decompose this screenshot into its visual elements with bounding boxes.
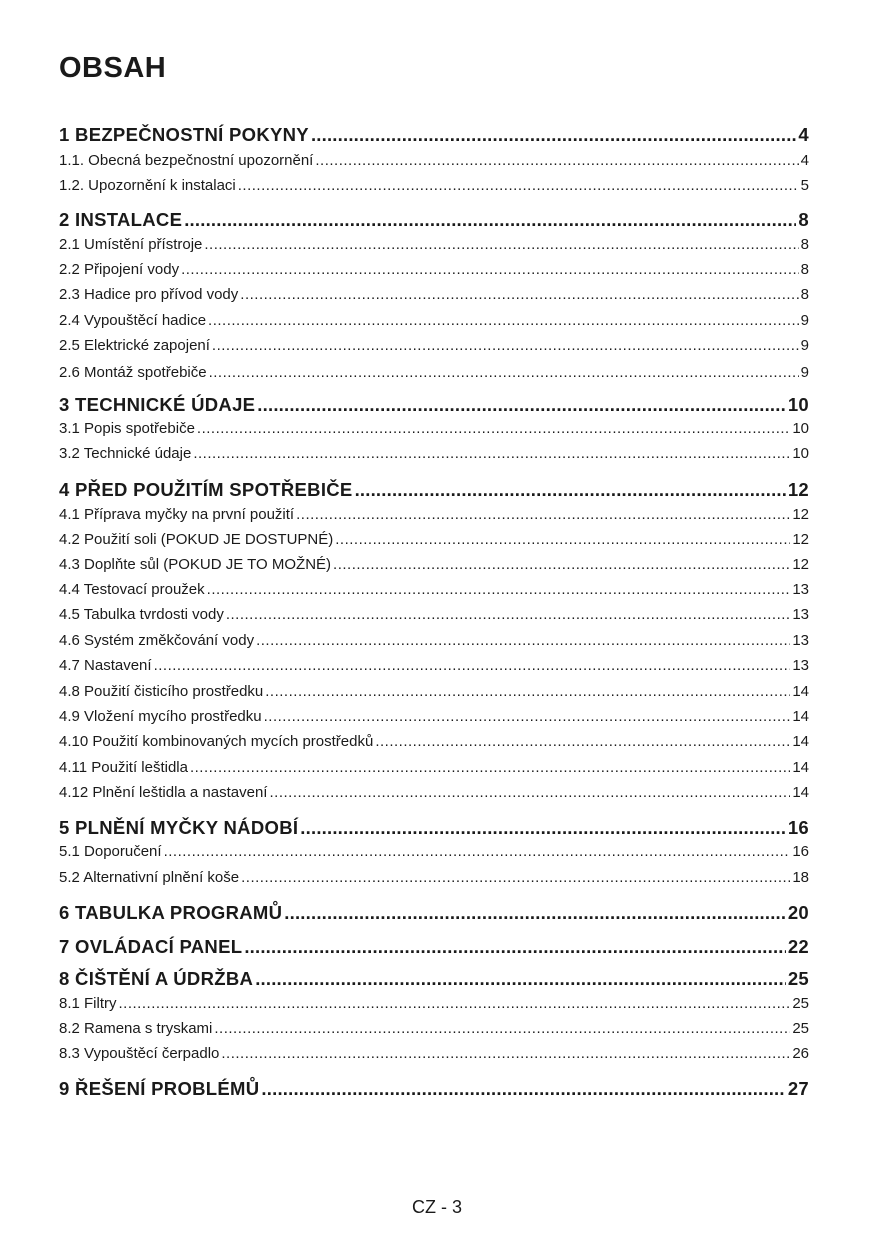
toc-dot-leader [181, 261, 799, 278]
toc-entry-page: 12 [787, 479, 809, 500]
page-title: OBSAH [59, 52, 167, 84]
toc-entry-page: 8 [800, 286, 809, 303]
toc-entry-page: 20 [787, 902, 809, 923]
toc-section-entry [59, 683, 809, 700]
toc-entry-page: 10 [792, 420, 809, 437]
toc-dot-leader [284, 902, 786, 924]
toc-entry-page: 12 [792, 531, 809, 548]
toc-section-entry [59, 784, 809, 801]
toc-entry-label: 6 TABULKA PROGRAMŮ [59, 902, 283, 923]
toc-section-entry [59, 364, 809, 381]
toc-dot-leader [300, 817, 786, 839]
toc-entry-label: 3 TECHNICKÉ ÚDAJE [59, 394, 256, 415]
toc-chapter-entry [59, 394, 809, 416]
toc-dot-leader [207, 581, 791, 598]
toc-entry-label: 4.3 Doplňte sůl (POKUD JE TO MOŽNÉ) [59, 556, 332, 573]
toc-chapter-entry [59, 968, 809, 990]
toc-entry-page: 4 [800, 152, 809, 169]
toc-entry-page: 14 [792, 733, 809, 750]
toc-dot-leader [355, 479, 786, 501]
toc-dot-leader [311, 124, 796, 146]
toc-entry-page: 13 [792, 581, 809, 598]
toc-section-entry [59, 261, 809, 278]
toc-dot-leader [119, 995, 791, 1012]
toc-section-entry [59, 556, 809, 573]
toc-chapter-entry [59, 1078, 809, 1100]
toc-entry-label: 4.1 Příprava myčky na první použití [59, 506, 295, 523]
toc-section-entry [59, 236, 809, 253]
toc-dot-leader [296, 506, 790, 523]
toc-section-entry [59, 733, 809, 750]
toc-section-entry [59, 843, 809, 860]
toc-entry-page: 8 [800, 261, 809, 278]
toc-entry-label: 4 PŘED POUŽITÍM SPOTŘEBIČE [59, 479, 353, 500]
toc-chapter-entry [59, 936, 809, 958]
toc-entry-page: 10 [792, 445, 809, 462]
toc-dot-leader [190, 759, 790, 776]
toc-entry-label: 4.6 Systém změkčování vody [59, 632, 255, 649]
toc-section-entry [59, 606, 809, 623]
toc-entry-page: 14 [792, 759, 809, 776]
toc-entry-page: 4 [798, 124, 809, 145]
toc-dot-leader [335, 531, 790, 548]
toc-dot-leader [226, 606, 790, 623]
toc-entry-label: 1.1. Obecná bezpečnostní upozornění [59, 152, 314, 169]
toc-dot-leader [241, 869, 790, 886]
toc-section-entry [59, 420, 809, 437]
toc-chapter-entry [59, 209, 809, 231]
toc-section-entry [59, 869, 809, 886]
toc-dot-leader [256, 632, 790, 649]
toc-entry-label: 2.5 Elektrické zapojení [59, 337, 210, 354]
toc-dot-leader [221, 1045, 790, 1062]
toc-dot-leader [244, 936, 786, 958]
table-of-contents [59, 0, 809, 1120]
toc-entry-page: 16 [792, 843, 809, 860]
toc-section-entry [59, 177, 809, 194]
toc-section-entry [59, 152, 809, 169]
toc-entry-page: 14 [792, 784, 809, 801]
toc-entry-label: 8 ČIŠTĚNÍ A ÚDRŽBA [59, 968, 254, 989]
toc-dot-leader [209, 364, 799, 381]
toc-entry-page: 12 [792, 506, 809, 523]
toc-entry-page: 9 [800, 312, 809, 329]
toc-chapter-entry [59, 479, 809, 501]
toc-dot-leader [212, 337, 799, 354]
toc-entry-label: 2.6 Montáž spotřebiče [59, 364, 207, 381]
toc-dot-leader [238, 177, 799, 194]
toc-entry-page: 25 [792, 995, 809, 1012]
toc-entry-label: 9 ŘEŠENÍ PROBLÉMŮ [59, 1078, 260, 1099]
toc-entry-label: 3.2 Technické údaje [59, 445, 192, 462]
toc-entry-page: 14 [792, 708, 809, 725]
toc-entry-page: 18 [792, 869, 809, 886]
toc-entry-page: 5 [800, 177, 809, 194]
toc-entry-label: 2.1 Umístění přístroje [59, 236, 203, 253]
toc-entry-label: 4.7 Nastavení [59, 657, 152, 674]
toc-entry-label: 3.1 Popis spotřebiče [59, 420, 195, 437]
toc-entry-label: 4.5 Tabulka tvrdosti vody [59, 606, 224, 623]
toc-section-entry [59, 708, 809, 725]
toc-entry-label: 4.11 Použití leštidla [59, 759, 188, 776]
toc-dot-leader [193, 445, 790, 462]
toc-dot-leader [184, 209, 796, 231]
page-number: CZ - 3 [411, 1197, 462, 1217]
toc-entry-page: 10 [787, 394, 809, 415]
toc-dot-leader [164, 843, 791, 860]
toc-entry-label: 8.2 Ramena s tryskami [59, 1020, 213, 1037]
toc-section-entry [59, 312, 809, 329]
toc-entry-page: 16 [787, 817, 809, 838]
toc-entry-page: 13 [792, 657, 809, 674]
toc-entry-page: 9 [800, 337, 809, 354]
toc-entry-page: 8 [798, 209, 809, 230]
toc-entry-label: 2 INSTALACE [59, 209, 183, 230]
toc-entry-page: 14 [792, 683, 809, 700]
toc-dot-leader [375, 733, 790, 750]
toc-entry-label: 5 PLNĚNÍ MYČKY NÁDOBÍ [59, 817, 299, 838]
toc-section-entry [59, 337, 809, 354]
toc-entry-page: 13 [792, 632, 809, 649]
toc-dot-leader [261, 1078, 785, 1100]
toc-entry-page: 12 [792, 556, 809, 573]
toc-entry-label: 2.4 Vypouštěcí hadice [59, 312, 207, 329]
toc-entry-label: 5.2 Alternativní plnění koše [59, 869, 240, 886]
toc-entry-page: 25 [787, 968, 809, 989]
toc-entry-page: 22 [787, 936, 809, 957]
toc-dot-leader [214, 1020, 790, 1037]
toc-dot-leader [257, 394, 786, 416]
toc-dot-leader [208, 312, 799, 329]
toc-entry-page: 26 [792, 1045, 809, 1062]
toc-chapter-entry [59, 124, 809, 146]
toc-entry-label: 7 OVLÁDACÍ PANEL [59, 936, 243, 957]
toc-dot-leader [333, 556, 790, 573]
toc-section-entry [59, 581, 809, 598]
toc-chapter-entry [59, 902, 809, 924]
toc-section-entry [59, 286, 809, 303]
toc-entry-label: 2.3 Hadice pro přívod vody [59, 286, 239, 303]
toc-entry-label: 8.1 Filtry [59, 995, 117, 1012]
toc-entry-label: 4.10 Použití kombinovaných mycích prostředků [59, 733, 374, 750]
toc-entry-page: 13 [792, 606, 809, 623]
toc-dot-leader [264, 708, 791, 725]
toc-entry-label: 2.2 Připojení vody [59, 261, 180, 278]
toc-section-entry [59, 995, 809, 1012]
toc-dot-leader [154, 657, 791, 674]
toc-entry-label: 8.3 Vypouštěcí čerpadlo [59, 1045, 220, 1062]
toc-section-entry [59, 1045, 809, 1062]
toc-entry-label: 5.1 Doporučení [59, 843, 162, 860]
toc-entry-page: 9 [800, 364, 809, 381]
toc-section-entry [59, 759, 809, 776]
toc-entry-label: 4.2 Použití soli (POKUD JE DOSTUPNÉ) [59, 531, 334, 548]
toc-dot-leader [204, 236, 798, 253]
toc-dot-leader [197, 420, 790, 437]
toc-entry-label: 4.12 Plnění leštidla a nastavení [59, 784, 268, 801]
toc-section-entry [59, 1020, 809, 1037]
toc-entry-page: 25 [792, 1020, 809, 1037]
toc-dot-leader [255, 968, 786, 990]
toc-entry-page: 27 [787, 1078, 809, 1099]
toc-section-entry [59, 506, 809, 523]
toc-entry-label: 1 BEZPEČNOSTNÍ POKYNY [59, 124, 309, 145]
toc-entry-label: 4.9 Vložení mycího prostředku [59, 708, 262, 725]
toc-section-entry [59, 632, 809, 649]
toc-chapter-entry [59, 817, 809, 839]
toc-entry-label: 4.8 Použití čisticího prostředku [59, 683, 264, 700]
toc-entry-label: 4.4 Testovací proužek [59, 581, 205, 598]
toc-dot-leader [265, 683, 790, 700]
toc-section-entry [59, 445, 809, 462]
toc-entry-label: 1.2. Upozornění k instalaci [59, 177, 236, 194]
toc-entry-page: 8 [800, 236, 809, 253]
toc-dot-leader [269, 784, 790, 801]
toc-dot-leader [315, 152, 798, 169]
toc-section-entry [59, 657, 809, 674]
toc-section-entry [59, 531, 809, 548]
toc-dot-leader [240, 286, 798, 303]
